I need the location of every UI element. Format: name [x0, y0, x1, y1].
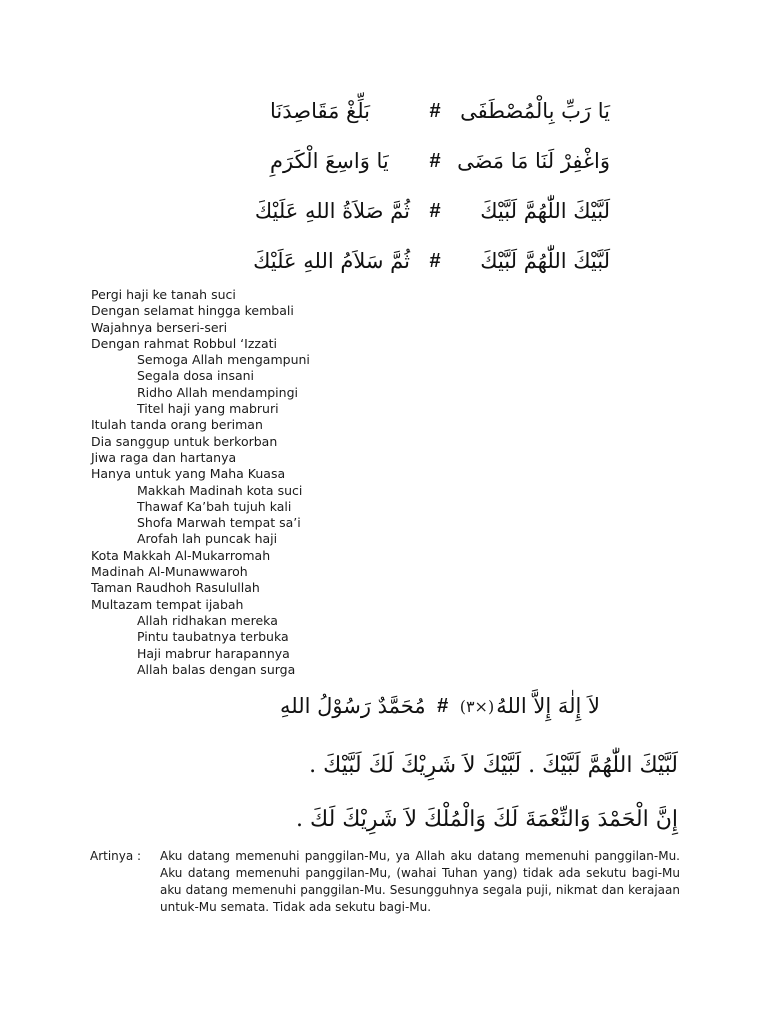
lyric-line: Itulah tanda orang beriman [91, 417, 263, 433]
talbiyah-block [258, 748, 678, 856]
lyric-line: Pergi haji ke tanah suci [91, 287, 236, 302]
lyric-line: Jiwa raga dan hartanya [91, 449, 237, 465]
couplet-3 [254, 186, 610, 236]
separator-mark: # [429, 199, 441, 222]
couplet-right-text: يَا رَبِّ بِالْمُصْطَفَى [460, 99, 610, 123]
translation-block [90, 848, 680, 916]
lyric-line: Pintu taubatnya terbuka [137, 629, 289, 645]
lyric-line: Wajahnya berseri-seri [91, 319, 228, 335]
couplet-left-text: بَلِّغْ مَقَاصِدَنَا [270, 99, 371, 123]
lyric-line: Allah balas dengan surga [137, 661, 296, 677]
lyric-line: Dengan selamat hingga kembali [91, 303, 294, 319]
shahada-line [280, 688, 600, 724]
separator-mark: # [429, 149, 441, 172]
couplet-1 [270, 86, 610, 136]
couplet-2 [270, 136, 610, 186]
lyric-line: Hanya untuk yang Maha Kuasa [91, 466, 286, 482]
lyric-line: Segala dosa insani [137, 368, 255, 384]
separator-mark: # [429, 249, 441, 272]
shahada-second-part: مُحَمَّدٌ رَسُوْلُ اللهِ [280, 694, 426, 718]
lyric-line: Makkah Madinah kota suci [137, 482, 303, 498]
couplet-left-text: ثُمَّ سَلاَمُ اللهِ عَلَيْكَ [253, 249, 410, 273]
lyric-line: Dengan rahmat Robbul ‘Izzati [91, 335, 277, 351]
shahada-first-part: لاَ إِلٰهَ إِلاَّ اللهُ [496, 694, 600, 718]
couplet-4 [253, 236, 610, 286]
lyric-line: Ridho Allah mendampingi [137, 384, 298, 400]
lyrics-block [91, 287, 391, 678]
lyric-line: Titel haji yang mabruri [137, 401, 279, 417]
couplet-right-text: لَبَّيْكَ اللّٰهُمَّ لَبَّيْكَ [480, 199, 610, 223]
couplet-left-text: يَا وَاسِعَ الْكَرَمِ [270, 149, 389, 173]
lyric-line: Arofah lah puncak haji [137, 531, 278, 547]
couplet-right-text: وَاغْفِرْ لَنَا مَا مَضَى [457, 149, 610, 173]
lyric-line: Thawaf Ka’bah tujuh kali [137, 498, 292, 514]
couplet-left-text: ثُمَّ صَلاَةُ اللهِ عَلَيْكَ [254, 199, 410, 223]
lyric-line: Shofa Marwah tempat sa’i [137, 515, 301, 531]
translation-label: Artinya : [90, 849, 142, 863]
talbiyah-line-1: لَبَّيْكَ اللّٰهُمَّ لَبَّيْكَ . لَبَّيْكَ لاَ شَرِيْكَ لَكَ لَبَّيْكَ . [309, 753, 678, 778]
lyric-line: Semoga Allah mengampuni [137, 352, 310, 368]
arabic-couplets [253, 86, 610, 286]
couplet-right-text: لَبَّيْكَ اللّٰهُمَّ لَبَّيْكَ [480, 249, 610, 273]
repeat-count: (×٣) [459, 696, 495, 716]
lyric-line: Multazam tempat ijabah [91, 596, 244, 612]
lyric-line: Dia sanggup untuk berkorban [91, 433, 278, 449]
lyric-line: Madinah Al-Munawwaroh [91, 564, 248, 580]
separator-mark: # [437, 694, 449, 717]
talbiyah-line-2: إِنَّ الْحَمْدَ وَالنِّعْمَةَ لَكَ وَالْمُلْكَ لاَ شَرِيْكَ لَكَ . [296, 807, 678, 832]
lyric-line: Allah ridhakan mereka [137, 612, 278, 628]
lyric-line: Taman Raudhoh Rasulullah [91, 580, 260, 596]
translation-text: Aku datang memenuhi panggilan-Mu, ya Allah aku datang memenuhi panggilan-Mu. Aku datang memenuhi panggilan-Mu, (wahai Tuhan yang) tidak ada sekutu bagi-Mu aku datang memenuhi panggilan-Mu. Sesungguhnya segala puji, nikmat dan kerajaan untuk-Mu semata. Tidak ada sekutu bagi-Mu. [160, 849, 680, 914]
separator-mark: # [429, 99, 441, 122]
lyric-line: Haji mabrur harapannya [137, 645, 290, 661]
lyric-line: Kota Makkah Al-Mukarromah [91, 547, 271, 563]
